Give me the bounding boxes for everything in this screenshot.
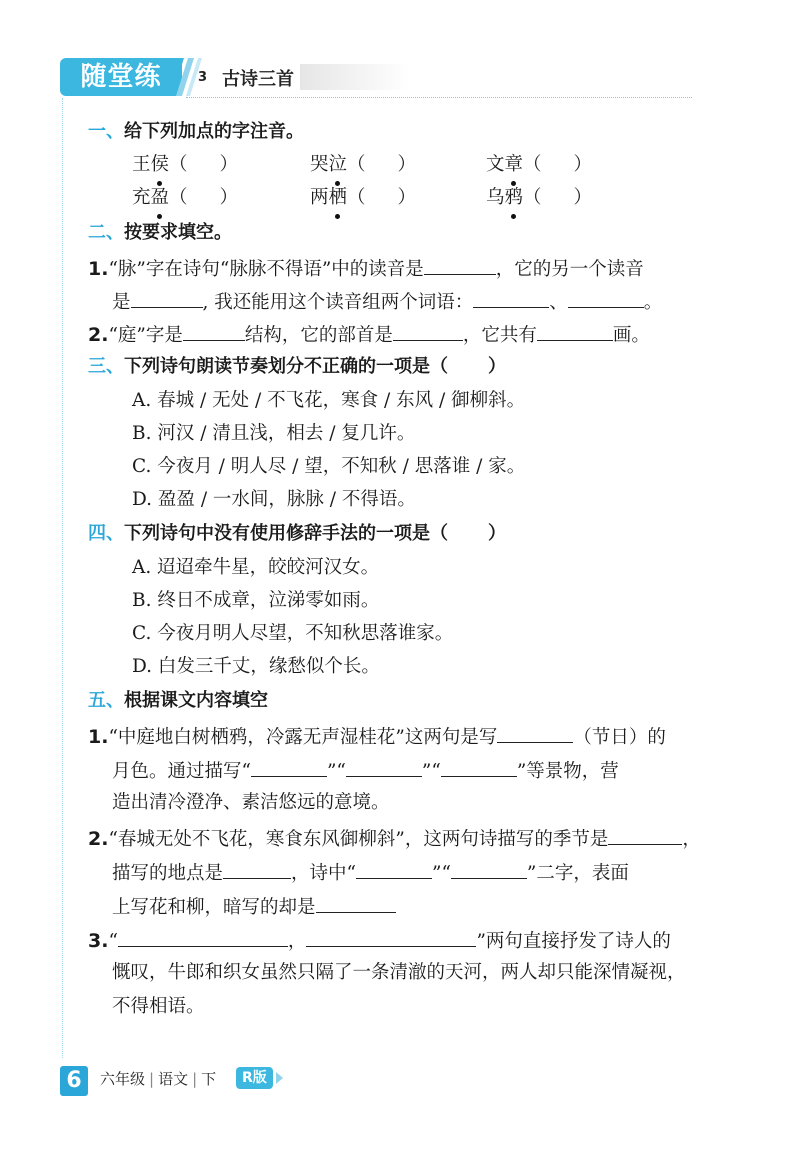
- s5-q3-line3: 不得相语。: [112, 996, 205, 1017]
- s5-q3-line1: 3.“ ， ”两句直接抒发了诗人的: [88, 926, 671, 955]
- s4-option-d: D. 白发三千丈，缘愁似个长。: [132, 656, 380, 677]
- question-number: 2.: [88, 828, 109, 850]
- s5-q1-line3: 造出清冷澄净、素洁悠远的意境。: [112, 792, 390, 813]
- answer-blank[interactable]: [537, 320, 613, 341]
- footer-arrow-icon: [276, 1072, 283, 1084]
- s5-q2-line2: 描写的地点是 ，诗中“ ”“ ”二字，表面: [112, 858, 629, 887]
- s2-q1-line2: 是 , 我还能用这个读音组两个词语： 、 。: [112, 287, 662, 316]
- dotted-char: 鸦: [505, 185, 524, 211]
- section-number: 四、: [88, 523, 124, 544]
- section-title: 根据课文内容填空: [124, 690, 268, 711]
- s5-q2-line3: 上写花和柳，暗写的却是: [112, 892, 396, 921]
- question-number: 3.: [88, 930, 109, 952]
- left-margin-divider: [62, 98, 63, 1058]
- answer-blank[interactable]: [346, 756, 422, 777]
- answer-blank[interactable]: [568, 287, 644, 308]
- section-title: 按要求填空。: [124, 222, 232, 243]
- footer-subject: 语文: [158, 1070, 189, 1088]
- answer-blank[interactable]: [451, 858, 527, 879]
- answer-blank[interactable]: [497, 722, 573, 743]
- page-number: 6: [60, 1066, 88, 1096]
- pinyin-item-4: 充盈（ ）: [132, 185, 238, 211]
- answer-blank[interactable]: [306, 926, 476, 947]
- question-number: 2.: [88, 324, 109, 346]
- s5-q1-line1: 1.“中庭地白树栖鸦，冷露无声湿桂花”这两句是写 （节日）的: [88, 722, 666, 751]
- dotted-char: 泣: [329, 152, 348, 178]
- s2-q2-line: 2.“庭”字是 结构，它的部首是 ，它共有 画。: [88, 320, 650, 349]
- answer-blank[interactable]: [183, 320, 245, 341]
- header-gradient: [300, 64, 410, 90]
- s5-q2-line1: 2.“春城无处不飞花，寒食东风御柳斜”，这两句诗描写的季节是 ，: [88, 824, 701, 853]
- answer-blank[interactable]: [118, 926, 288, 947]
- section-5-heading: [88, 688, 268, 714]
- s3-option-b: B. 河汉 / 清且浅，相去 / 复几许。: [132, 423, 416, 444]
- section-3-heading: 三、下列诗句朗读节奏划分不正确的一项是（ ）: [88, 356, 506, 377]
- section-4-heading: 四、下列诗句中没有使用修辞手法的一项是（ ）: [88, 523, 506, 544]
- header-badge: 随堂练: [60, 58, 182, 96]
- question-number: 1.: [88, 258, 109, 280]
- s3-option-d: D. 盈盈 / 一水间，脉脉 / 不得语。: [132, 489, 416, 510]
- footer-grade: 六年级: [100, 1070, 146, 1088]
- header-divider: [186, 97, 692, 98]
- section-number: 三、: [88, 356, 124, 377]
- section-number: 五、: [88, 690, 124, 711]
- answer-blank[interactable]: [393, 320, 463, 341]
- dotted-char: 侯: [151, 152, 170, 178]
- question-number: 1.: [88, 726, 109, 748]
- s5-q1-line2: 月色。通过描写“ ”“ ”“ ”等景物，营: [112, 756, 619, 785]
- pinyin-item-2: 哭泣（ ）: [310, 152, 416, 178]
- footer-info: 六年级 | 语文 | 下: [100, 1070, 217, 1088]
- answer-blank[interactable]: [356, 858, 432, 879]
- answer-blank[interactable]: [424, 254, 496, 275]
- dotted-char: 盈: [151, 185, 170, 211]
- s3-option-c: C. 今夜月 / 明人尽 / 望，不知秋 / 思落谁 / 家。: [132, 456, 526, 477]
- answer-blank[interactable]: [608, 824, 682, 845]
- s4-option-b: B. 终日不成章，泣涕零如雨。: [132, 590, 380, 611]
- section-title: 下列诗句朗读节奏划分不正确的一项是（: [124, 356, 448, 377]
- section-title: 下列诗句中没有使用修辞手法的一项是（: [124, 523, 448, 544]
- answer-blank[interactable]: [473, 287, 549, 308]
- dotted-char: 章: [505, 152, 524, 178]
- s2-q1-line1: 1.“脉”字在诗句“脉脉不得语”中的读音是 ，它的另一个读音: [88, 254, 644, 283]
- section-title: 给下列加点的字注音。: [124, 121, 304, 142]
- pinyin-item-5: 两栖（ ）: [310, 185, 416, 211]
- footer-edition-badge: R版: [236, 1067, 273, 1089]
- section-1-heading: [88, 119, 304, 145]
- section-number: 一、: [88, 121, 124, 142]
- pinyin-item-1: 王侯（ ）: [132, 152, 238, 178]
- s4-option-a: A. 迢迢牵牛星，皎皎河汉女。: [132, 557, 380, 578]
- s4-option-c: C. 今夜月明人尽望，不知秋思落谁家。: [132, 623, 454, 644]
- answer-blank[interactable]: [223, 858, 291, 879]
- footer-term: 下: [201, 1070, 217, 1088]
- answer-blank[interactable]: [441, 756, 517, 777]
- s3-option-a: A. 春城 / 无处 / 不飞花，寒食 / 东风 / 御柳斜。: [132, 390, 526, 411]
- dotted-char: 栖: [329, 185, 348, 211]
- lesson-title: 古诗三首: [222, 69, 294, 90]
- answer-blank[interactable]: [316, 892, 396, 913]
- lesson-number: 3: [198, 70, 208, 85]
- pinyin-item-3: 文章（ ）: [486, 152, 592, 178]
- s5-q3-line2: 慨叹，牛郎和织女虽然只隔了一条清澈的天河，两人却只能深情凝视，: [112, 962, 686, 983]
- answer-blank[interactable]: [131, 287, 203, 308]
- pinyin-item-6: 乌鸦（ ）: [486, 185, 592, 211]
- section-number: 二、: [88, 222, 124, 243]
- answer-blank[interactable]: [251, 756, 327, 777]
- section-2-heading: [88, 220, 232, 246]
